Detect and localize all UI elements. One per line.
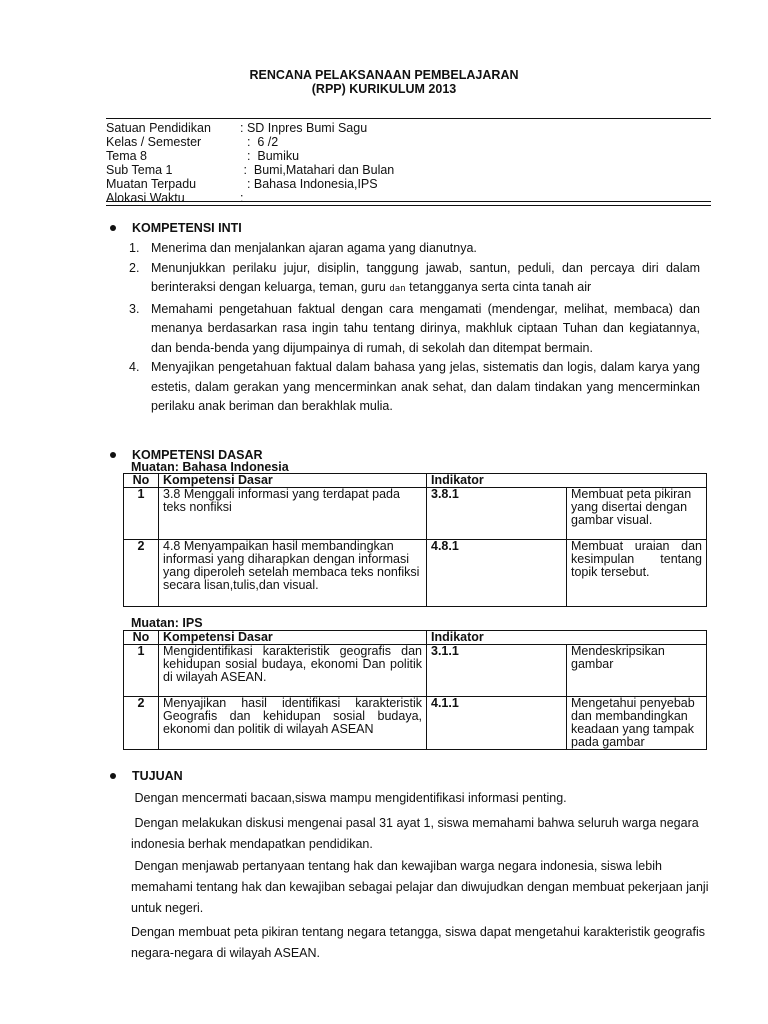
identity-label: Sub Tema 1 (106, 163, 173, 177)
list-item (129, 259, 700, 300)
list-item (129, 239, 700, 259)
identity-label: Kelas / Semester (106, 135, 202, 149)
document-subtitle: (RPP) KURIKULUM 2013 (311, 82, 457, 96)
tujuan-paragraph (131, 856, 711, 919)
table-header-row (124, 474, 707, 488)
table-row (124, 697, 707, 750)
identity-row (106, 177, 394, 191)
identity-label: Tema 8 (106, 149, 147, 163)
cell-no: 1 (124, 645, 159, 697)
section-title: TUJUAN (132, 769, 183, 783)
header-indikator: Indikator (427, 631, 707, 645)
list-item-number: 4. (129, 360, 140, 374)
identity-label: Satuan Pendidikan (106, 121, 211, 135)
identity-row (106, 149, 394, 163)
tujuan-paragraph (131, 922, 711, 964)
list-item-text-mono: dan (389, 284, 406, 294)
cell-indikator-code: 4.1.1 (427, 697, 567, 750)
identity-value: : Bahasa Indonesia,IPS (240, 177, 378, 191)
table-header-row (124, 631, 707, 645)
list-item-number: 3. (129, 301, 140, 316)
header-no: No (124, 474, 159, 488)
identity-value: : Bumi,Matahari dan Bulan (240, 163, 395, 177)
list-item-number: 2. (129, 260, 140, 275)
cell-indikator-code: 4.8.1 (427, 540, 567, 607)
table-row (124, 645, 707, 697)
cell-indikator-code: 3.1.1 (427, 645, 567, 697)
cell-indikator-code: 3.8.1 (427, 488, 567, 540)
tujuan-text: Dengan menjawab pertanyaan tentang hak dan kewajiban warga negara indonesia, siswa lebih memahami tentang hak dan kewajiban sebagai pelajar dan diwujudkan dengan membuat pekerjaan janji untuk negeri. (131, 859, 712, 915)
tujuan-text: Dengan membuat peta pikiran tentang negara tetangga, siswa dapat mengetahui karakteristik geografis negara-negara di wilayah ASEAN. (131, 925, 709, 960)
bullet-icon (110, 452, 116, 458)
list-item-text: Menerima dan menjalankan ajaran agama yang dianutnya. (151, 241, 477, 255)
bullet-icon (110, 773, 116, 779)
section-title: KOMPETENSI INTI (132, 221, 242, 235)
muatan-ips-label: Muatan: IPS (131, 616, 203, 630)
tujuan-paragraph (131, 813, 711, 855)
identity-row (106, 191, 394, 205)
list-item (129, 358, 700, 417)
tujuan-paragraph (131, 788, 711, 809)
kompetensi-inti-list (129, 239, 700, 417)
identity-label: Alokasi Waktu (106, 191, 185, 205)
list-item-text-part: Menunjukkan perilaku jujur, disiplin, tanggung jawab, santun, peduli, dan percaya diri dalam berinteraksi dengan keluarga, teman, guru (151, 260, 700, 294)
identity-label: Muatan Terpadu (106, 177, 197, 191)
list-item-number: 1. (129, 241, 140, 255)
cell-no: 2 (124, 697, 159, 750)
cell-kompetensi-dasar: 4.8 Menyampaikan hasil membandingkan informasi yang diharapkan dengan informasi yang diperoleh setelah membaca teks nonfiksi secara lisan,tulis,dan visual. (159, 540, 427, 607)
section-kompetensi-inti-heading (110, 221, 242, 235)
cell-indikator: Membuat peta pikiran yang disertai dengan gambar visual. (567, 488, 707, 540)
identity-bottom-rule (106, 201, 711, 202)
cell-indikator: Membuat uraian dan kesimpulan tentang topik tersebut. (567, 540, 707, 607)
header-indikator: Indikator (427, 474, 707, 488)
kd-table-bahasa (123, 473, 707, 607)
list-item-text: Menyajikan pengetahuan faktual dalam bahasa yang jelas, sistematis dan logis, dalam karya yang estetis, dalam gerakan yang mencerminkan anak sehat, dan dalam tindakan yang mencerminkan perilaku anak beriman dan berakhlak mulia. (151, 360, 700, 413)
document-title: RENCANA PELAKSANAAN PEMBELAJARAN (249, 68, 519, 82)
cell-indikator: Mengetahui penyebab dan membandingkan keadaan yang tampak pada gambar (567, 697, 707, 750)
tujuan-text: Dengan melakukan diskusi mengenai pasal 31 ayat 1, siswa memahami bahwa seluruh warga negara indonesia berhak mendapatkan pendidikan. (131, 816, 703, 851)
identity-top-rule (106, 118, 711, 119)
cell-indikator: Mendeskripsikan gambar (567, 645, 707, 697)
identity-block (106, 121, 394, 205)
cell-no: 1 (124, 488, 159, 540)
muatan-bahasa-label: Muatan: Bahasa Indonesia (131, 460, 289, 474)
list-item-text (151, 259, 700, 300)
header-kompetensi-dasar: Kompetensi Dasar (159, 631, 427, 645)
identity-value: : (240, 191, 244, 205)
identity-row (106, 163, 394, 177)
header-no: No (124, 631, 159, 645)
identity-value: : SD Inpres Bumi Sagu (240, 121, 368, 135)
list-item (129, 300, 700, 359)
list-item-text: Memahami pengetahuan faktual dengan cara mengamati (mendengar, melihat, membaca) dan menanya berdasarkan rasa ingin tahu tentang dirinya, makhluk ciptaan Tuhan dan kegiatannya, dan benda-benda yang dijumpainya di rumah, di sekolah dan ditempat bermain. (151, 301, 700, 355)
identity-bottom-rule-double (106, 205, 711, 206)
identity-row (106, 121, 394, 135)
cell-no: 2 (124, 540, 159, 607)
bullet-icon (110, 225, 116, 231)
tujuan-text: Dengan mencermati bacaan,siswa mampu mengidentifikasi informasi penting. (131, 791, 567, 805)
cell-kompetensi-dasar: 3.8 Menggali informasi yang terdapat pada teks nonfiksi (159, 488, 427, 540)
cell-kompetensi-dasar: Menyajikan hasil identifikasi karakteristik Geografis dan kehidupan sosial budaya, ekonomi dan politik di wilayah ASEAN (159, 697, 427, 750)
header-kompetensi-dasar: Kompetensi Dasar (159, 474, 427, 488)
section-title: KOMPETENSI DASAR (132, 448, 263, 462)
list-item-text-part: tetangganya serta cinta tanah air (409, 280, 592, 294)
identity-row (106, 135, 394, 149)
cell-kompetensi-dasar: Mengidentifikasi karakteristik geografis dan kehidupan sosial budaya, ekonomi Dan politik di wilayah ASEAN. (159, 645, 427, 697)
identity-value: : 6 /2 (240, 135, 279, 149)
table-row (124, 540, 707, 607)
kd-table-ips (123, 630, 707, 750)
section-tujuan-heading (110, 769, 183, 783)
identity-value: : Bumiku (240, 149, 300, 163)
table-row (124, 488, 707, 540)
